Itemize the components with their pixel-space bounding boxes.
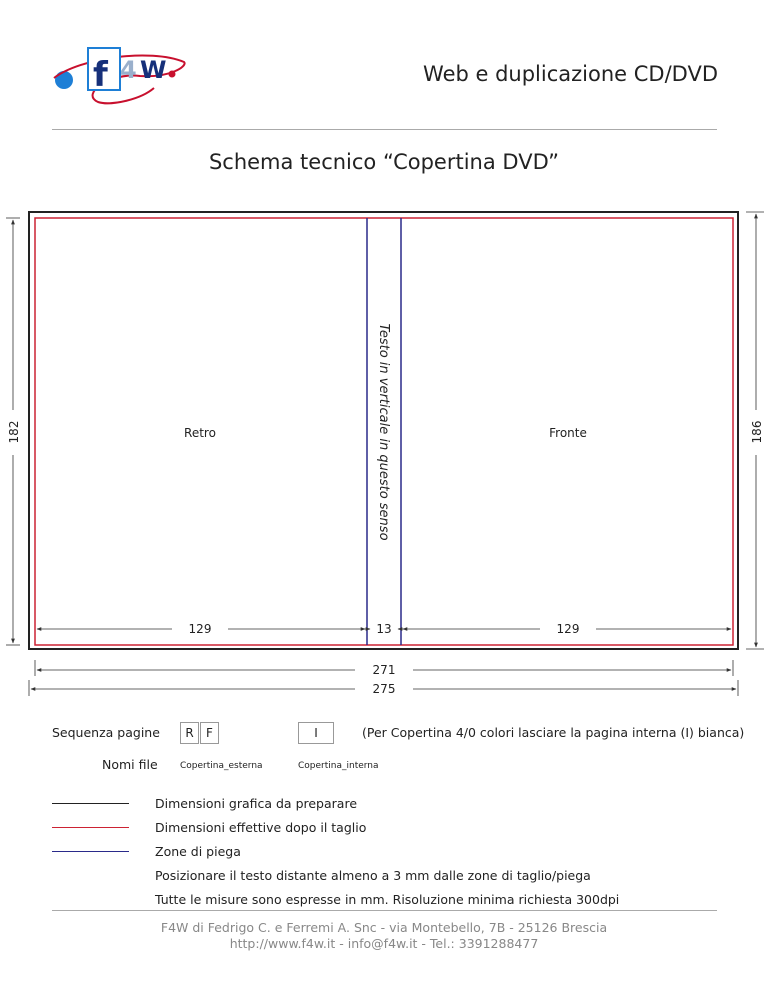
legend-trim: Dimensioni effettive dopo il taglio	[155, 820, 367, 835]
dim-spine-width: 13	[376, 622, 392, 636]
dim-trim-total-width: 271	[372, 663, 396, 677]
legend-fold: Zone di piega	[155, 844, 241, 859]
file-name-internal: Copertina_interna	[298, 761, 379, 771]
dim-trim-height: 182	[7, 420, 21, 444]
footer-contacts: http://www.f4w.it - info@f4w.it - Tel.: 3391288477	[229, 936, 539, 951]
panel-front-label: Fronte	[549, 426, 587, 440]
sequence-note: (Per Copertina 4/0 colori lasciare la pagina interna (I) bianca)	[362, 725, 745, 740]
footer-address: F4W di Fedrigo C. e Ferremi A. Snc - via Montebello, 7B - 25126 Brescia	[160, 920, 608, 935]
panel-back-label: Retro	[184, 426, 216, 440]
note-text-distance: Posizionare il testo distante almeno a 3 mm dalle zone di taglio/piega	[155, 868, 591, 883]
sequence-label: Sequenza pagine	[52, 725, 160, 740]
sequence-box-f: F	[200, 722, 219, 744]
dim-graphic-total-width: 275	[372, 682, 396, 696]
header-tagline: Web e duplicazione CD/DVD	[423, 62, 718, 86]
legend-graphic: Dimensioni grafica da preparare	[155, 796, 358, 811]
spine-vertical-text: Testo in verticale in questo senso	[376, 323, 391, 541]
sequence-box-r: R	[180, 722, 199, 744]
dim-back-width: 129	[188, 622, 212, 636]
legend-swatch-graphic	[52, 803, 129, 804]
file-name-external: Copertina_esterna	[180, 761, 263, 771]
logo-w: W	[140, 56, 167, 84]
legend-swatch-fold	[52, 851, 129, 852]
dim-graphic-height: 186	[750, 420, 764, 444]
logo-4: 4	[120, 56, 137, 84]
dim-front-width: 129	[556, 622, 580, 636]
logo-f: f	[93, 55, 108, 95]
legend-swatch-trim	[52, 827, 129, 828]
footer-divider	[52, 910, 717, 911]
file-names-label: Nomi file	[102, 757, 158, 772]
sequence-box-i: I	[298, 722, 334, 744]
page-title: Schema tecnico “Copertina DVD”	[208, 150, 560, 174]
note-units: Tutte le misure sono espresse in mm. Risoluzione minima richiesta 300dpi	[155, 892, 620, 907]
